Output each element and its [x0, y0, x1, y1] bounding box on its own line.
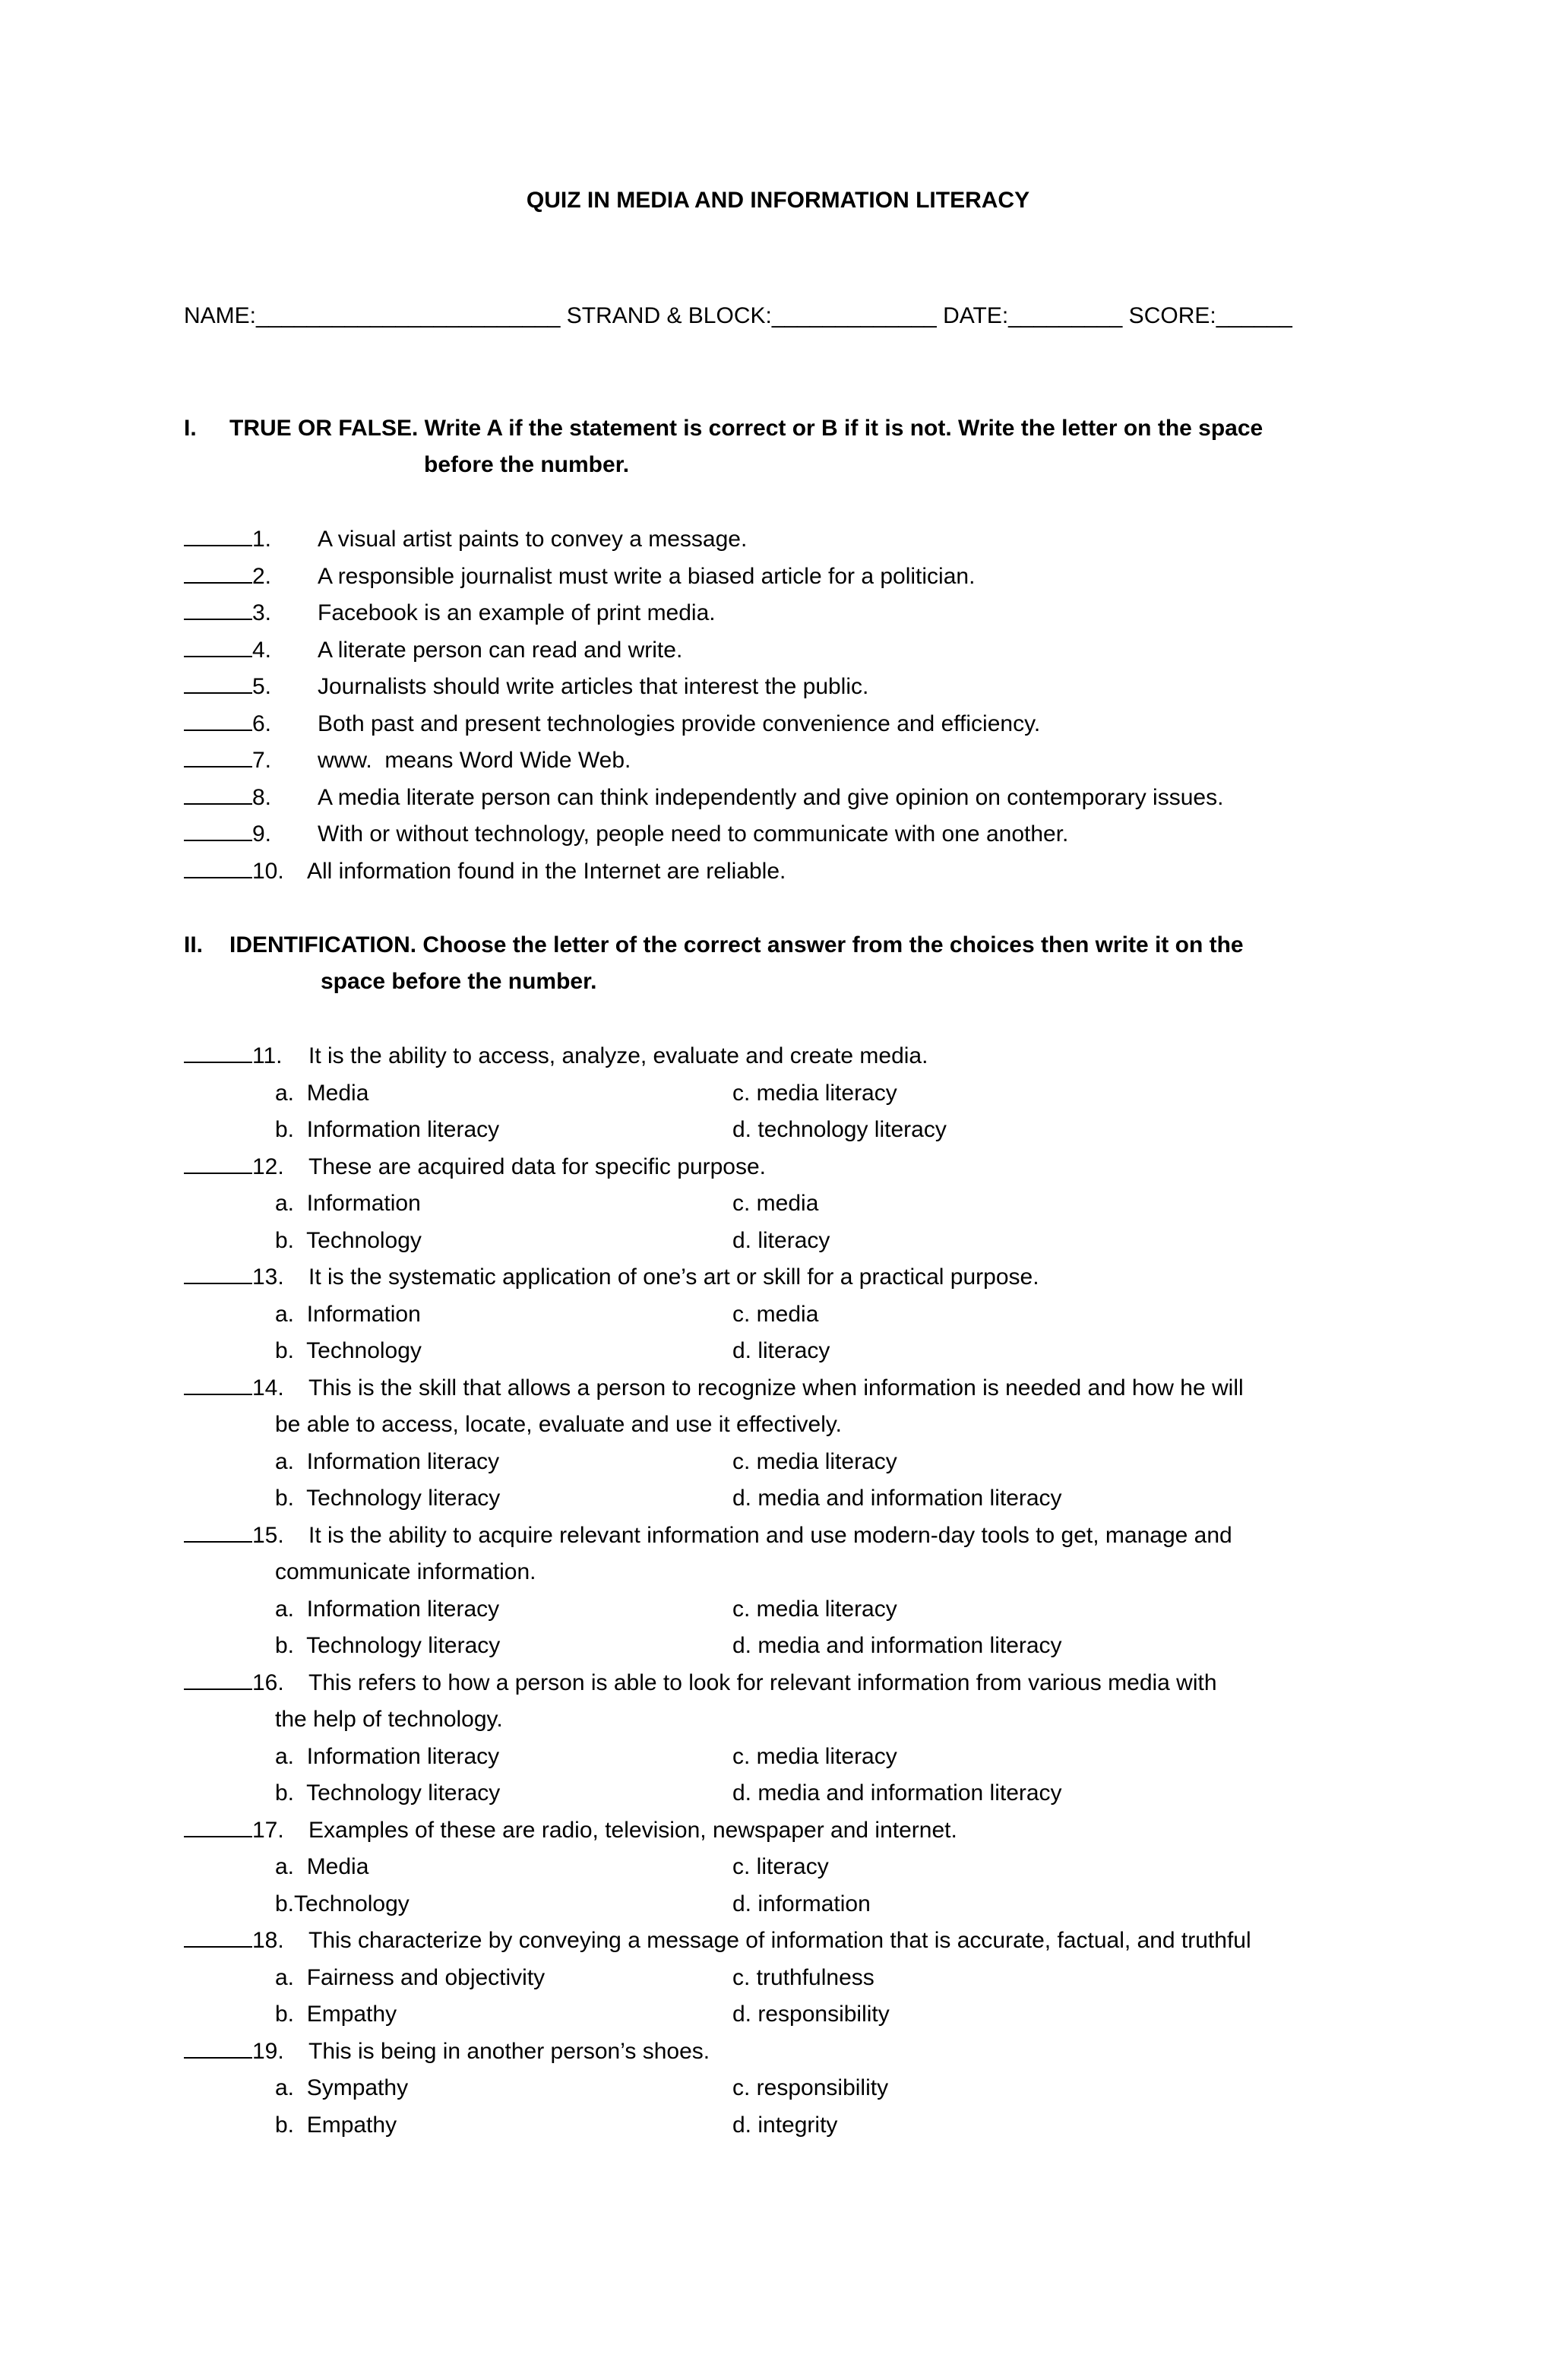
choice-b: b. Technology [275, 1227, 422, 1253]
item-text-cont: be able to access, locate, evaluate and use it effectively. [275, 1412, 843, 1437]
answer-blank[interactable] [184, 1923, 252, 1948]
tf-item [184, 595, 716, 631]
choice-a: a. Media [275, 1080, 369, 1106]
choice-b: b. Technology [275, 1338, 422, 1363]
item-number: 14. [252, 1375, 284, 1400]
answer-blank[interactable] [184, 633, 252, 657]
choice-c: c. media literacy [732, 1743, 897, 1769]
item-text-cont: communicate information. [275, 1559, 536, 1584]
item-text: It is the ability to access, analyze, evaluate and create media. [308, 1043, 928, 1068]
choice-a: a. Information literacy [275, 1743, 500, 1769]
item-text: A visual artist paints to convey a message. [318, 527, 748, 552]
choice-a: a. Information [275, 1191, 421, 1216]
item-number: 5. [252, 674, 272, 699]
answer-blank[interactable] [184, 2034, 252, 2059]
item-text-cont: the help of technology. [275, 1707, 503, 1732]
page-title: QUIZ IN MEDIA AND INFORMATION LITERACY [526, 188, 1030, 213]
answer-blank[interactable] [184, 854, 252, 878]
answer-blank[interactable] [184, 1371, 252, 1395]
tf-item [184, 669, 868, 705]
answer-blank[interactable] [184, 1039, 252, 1063]
item-text: A responsible journalist must write a biased article for a politician. [318, 563, 976, 589]
item-number: 9. [252, 821, 272, 847]
choice-a: a. Information literacy [275, 1448, 500, 1474]
item-number: 7. [252, 748, 272, 773]
choice-b: b. Technology literacy [275, 1780, 501, 1806]
tf-item [184, 559, 975, 595]
item-number: 1. [252, 527, 272, 552]
item-text: www. means Word Wide Web. [318, 748, 631, 773]
choice-b: b. Technology literacy [275, 1633, 501, 1658]
mc-question [184, 1259, 1039, 1296]
mc-question [184, 1665, 1217, 1701]
item-number: 19. [252, 2038, 284, 2064]
item-text: It is the ability to acquire relevant information and use modern-day tools to get, manage and [308, 1522, 1232, 1548]
item-text: Facebook is an example of print media. [318, 600, 716, 625]
item-number: 13. [252, 1264, 284, 1290]
answer-blank[interactable] [184, 596, 252, 620]
choice-d: d. responsibility [732, 2002, 890, 2027]
answer-blank[interactable] [184, 669, 252, 694]
choice-c: c. responsibility [732, 2075, 889, 2100]
choice-d: d. technology literacy [732, 1117, 947, 1142]
item-text: This is being in another person’s shoes. [308, 2038, 710, 2064]
choice-a: a. Media [275, 1854, 369, 1879]
mc-question [184, 1370, 1244, 1407]
item-number: 4. [252, 637, 272, 663]
item-text: These are acquired data for specific purpose. [308, 1154, 767, 1179]
choice-a: a. Information literacy [275, 1596, 500, 1622]
item-text: This refers to how a person is able to look for relevant information from various media with [308, 1669, 1217, 1695]
choice-d: d. information [732, 1891, 871, 1916]
choice-c: c. media [732, 1191, 819, 1216]
item-text: This characterize by conveying a message of information that is accurate, factual, and truthful [308, 1928, 1251, 1953]
choice-d: d. media and information literacy [732, 1486, 1062, 1511]
answer-blank[interactable] [184, 522, 252, 546]
answer-blank[interactable] [184, 817, 252, 841]
choice-d: d. literacy [732, 1227, 830, 1253]
choice-c: c. truthfulness [732, 1964, 874, 1990]
section-1-roman: I. [184, 416, 197, 441]
mc-question [184, 2033, 710, 2070]
choice-d: d. literacy [732, 1338, 830, 1363]
item-text: A media literate person can think independently and give opinion on contemporary issues. [318, 784, 1224, 810]
answer-blank[interactable] [184, 1260, 252, 1284]
choice-c: c. media literacy [732, 1080, 897, 1106]
mc-question [184, 1149, 766, 1185]
section-2-instruction: IDENTIFICATION. Choose the letter of the correct answer from the choices then write it on the [229, 932, 1244, 957]
choice-b: b. Technology literacy [275, 1486, 501, 1511]
item-text: All information found in the Internet are reliable. [307, 858, 786, 884]
mc-question [184, 1812, 957, 1849]
mc-question [184, 1518, 1232, 1554]
answer-blank[interactable] [184, 1813, 252, 1837]
choice-c: c. media [732, 1301, 819, 1327]
choice-b: b.Technology [275, 1891, 410, 1916]
student-info-line: NAME:________________________ STRAND & BLOCK:_____________ DATE:_________ SCORE:______ [184, 303, 1292, 328]
answer-blank[interactable] [184, 707, 252, 731]
tf-item [184, 521, 747, 558]
answer-blank[interactable] [184, 780, 252, 805]
item-text: Examples of these are radio, television, newspaper and internet. [308, 1817, 957, 1843]
item-text: It is the systematic application of one’s art or skill for a practical purpose. [308, 1264, 1039, 1290]
item-text: This is the skill that allows a person to recognize when information is needed and how he will [308, 1375, 1244, 1400]
choice-d: d. media and information literacy [732, 1633, 1062, 1658]
choice-d: d. media and information literacy [732, 1780, 1062, 1806]
item-text: Both past and present technologies provide convenience and efficiency. [318, 711, 1041, 736]
choice-d: d. integrity [732, 2112, 838, 2138]
item-number: 3. [252, 600, 272, 625]
choice-c: c. literacy [732, 1854, 829, 1879]
item-number: 10. [252, 858, 284, 884]
section-1-instruction: TRUE OR FALSE. Write A if the statement is correct or B if it is not. Write the letter on the space [229, 416, 1263, 441]
item-number: 18. [252, 1928, 284, 1953]
item-number: 6. [252, 711, 272, 736]
item-number: 2. [252, 563, 272, 589]
item-number: 11. [252, 1043, 283, 1068]
item-text: A literate person can read and write. [318, 637, 683, 663]
item-number: 16. [252, 1669, 284, 1695]
tf-item [184, 853, 786, 890]
section-1-heading [184, 410, 1263, 483]
choice-a: a. Fairness and objectivity [275, 1964, 546, 1990]
answer-blank[interactable] [184, 1666, 252, 1690]
tf-item [184, 632, 682, 669]
item-number: 17. [252, 1817, 284, 1843]
choice-b: b. Empathy [275, 2002, 397, 2027]
tf-item [184, 780, 1223, 816]
mc-question [184, 1923, 1251, 1959]
choice-c: c. media literacy [732, 1448, 897, 1474]
item-number: 8. [252, 784, 272, 810]
item-number: 12. [252, 1154, 284, 1179]
answer-blank[interactable] [184, 743, 252, 767]
choice-b: b. Empathy [275, 2112, 397, 2138]
choice-b: b. Information literacy [275, 1117, 500, 1142]
item-number: 15. [252, 1522, 284, 1548]
section-2-roman: II. [184, 932, 204, 957]
choice-a: a. Sympathy [275, 2075, 409, 2100]
mc-question [184, 1038, 928, 1074]
section-2-instruction-cont: space before the number. [321, 969, 597, 994]
tf-item [184, 706, 1040, 742]
answer-blank[interactable] [184, 559, 252, 584]
answer-blank[interactable] [184, 1150, 252, 1174]
choice-c: c. media literacy [732, 1596, 897, 1622]
item-text: Journalists should write articles that interest the public. [318, 674, 869, 699]
choice-a: a. Information [275, 1301, 421, 1327]
section-1-instruction-cont: before the number. [424, 452, 630, 477]
answer-blank[interactable] [184, 1518, 252, 1543]
section-2-heading [184, 927, 1244, 1000]
tf-item [184, 816, 1068, 853]
tf-item [184, 742, 631, 779]
item-text: With or without technology, people need to communicate with one another. [318, 821, 1069, 847]
